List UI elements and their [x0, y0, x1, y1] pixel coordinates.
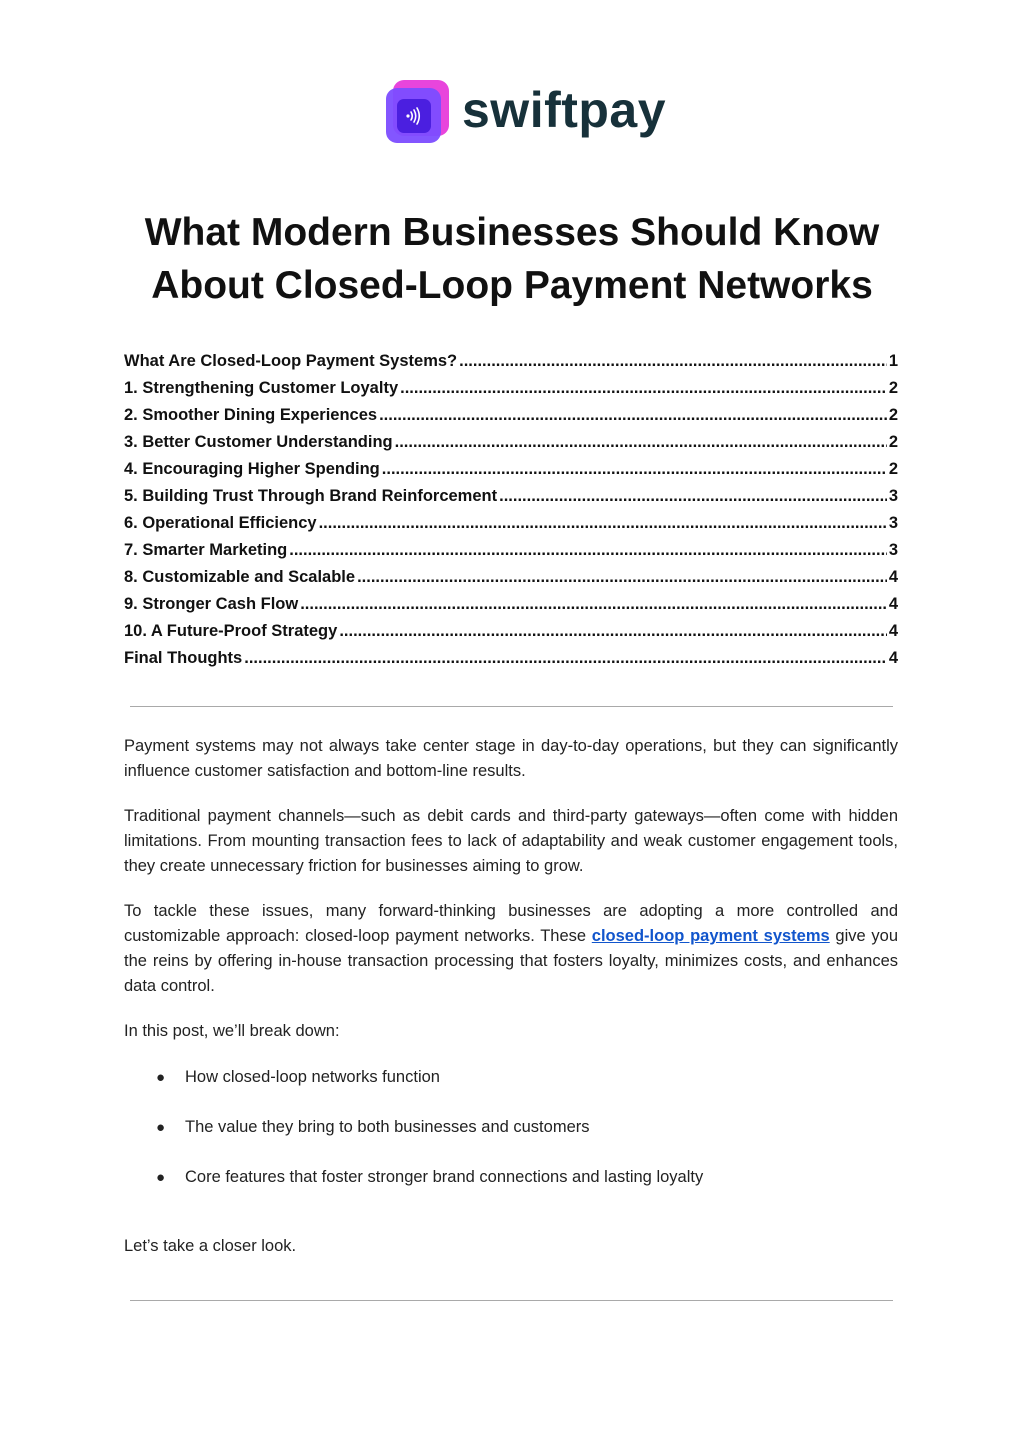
- paragraph: Traditional payment channels—such as debit cards and third-party gateways—often come with hidden limitations. From mounting transaction fees to lack of adaptability and weak customer engagement tools, they create unnecessary friction for businesses aiming to grow.: [124, 807, 898, 875]
- toc-entry[interactable]: 8. Customizable and Scalable ..... 4: [124, 568, 898, 595]
- divider-bottom: [130, 1300, 893, 1301]
- list-item: ● Core features that foster stronger brand connections and lasting loyalty: [124, 1165, 898, 1215]
- toc-entry[interactable]: 4. Encouraging Higher Spending ..... 2: [124, 460, 898, 487]
- toc-entry[interactable]: 2. Smoother Dining Experiences ..... 2: [124, 406, 898, 433]
- bullet-icon: ●: [156, 1169, 166, 1186]
- brand-name: swiftpay: [462, 82, 667, 138]
- toc-entry[interactable]: What Are Closed-Loop Payment Systems? ..... 1: [124, 352, 898, 379]
- bullet-list: [124, 1065, 898, 1215]
- closed-loop-link[interactable]: closed-loop payment systems: [591, 927, 830, 945]
- paragraph: In this post, we’ll break down:: [124, 1022, 340, 1040]
- bullet-icon: ●: [156, 1069, 166, 1086]
- toc-entry[interactable]: 7. Smarter Marketing ..... 3: [124, 541, 898, 568]
- toc-entry[interactable]: 10. A Future-Proof Strategy ..... 4: [124, 622, 898, 649]
- brand-logo: [386, 80, 666, 144]
- contactless-icon: [397, 99, 431, 133]
- list-item: ● The value they bring to both businesses and customers: [124, 1115, 898, 1165]
- logo-mark: [386, 80, 450, 144]
- bullet-icon: ●: [156, 1119, 166, 1136]
- toc-entry[interactable]: 1. Strengthening Customer Loyalty ..... 2: [124, 379, 898, 406]
- paragraph: Payment systems may not always take center stage in day-to-day operations, but they can significantly influence customer satisfaction and bottom-line results.: [124, 737, 898, 780]
- toc-entry[interactable]: 3. Better Customer Understanding ..... 2: [124, 433, 898, 460]
- paragraph: To tackle these issues, many forward-thinking businesses are adopting a more controlled and customizable approach: closed-loop payment networks. These closed-loop payment systems give you the reins by offering in-house transaction processing that fosters loyalty, minimizes costs, and enhances data control.: [124, 902, 898, 995]
- divider-top: [130, 706, 893, 707]
- toc-entry[interactable]: 9. Stronger Cash Flow ..... 4: [124, 595, 898, 622]
- article-body: [124, 734, 898, 1279]
- paragraph: Let’s take a closer look.: [124, 1237, 297, 1255]
- document-title: What Modern Businesses Should Know About Closed-Loop Payment Networks: [144, 211, 880, 307]
- toc-entry[interactable]: 6. Operational Efficiency ..... 3: [124, 514, 898, 541]
- list-item: ● How closed-loop networks function: [124, 1065, 898, 1115]
- toc-entry[interactable]: 5. Building Trust Through Brand Reinforcement ..... 3: [124, 487, 898, 514]
- toc-entry[interactable]: Final Thoughts ..... 4: [124, 649, 898, 676]
- table-of-contents: [124, 352, 898, 676]
